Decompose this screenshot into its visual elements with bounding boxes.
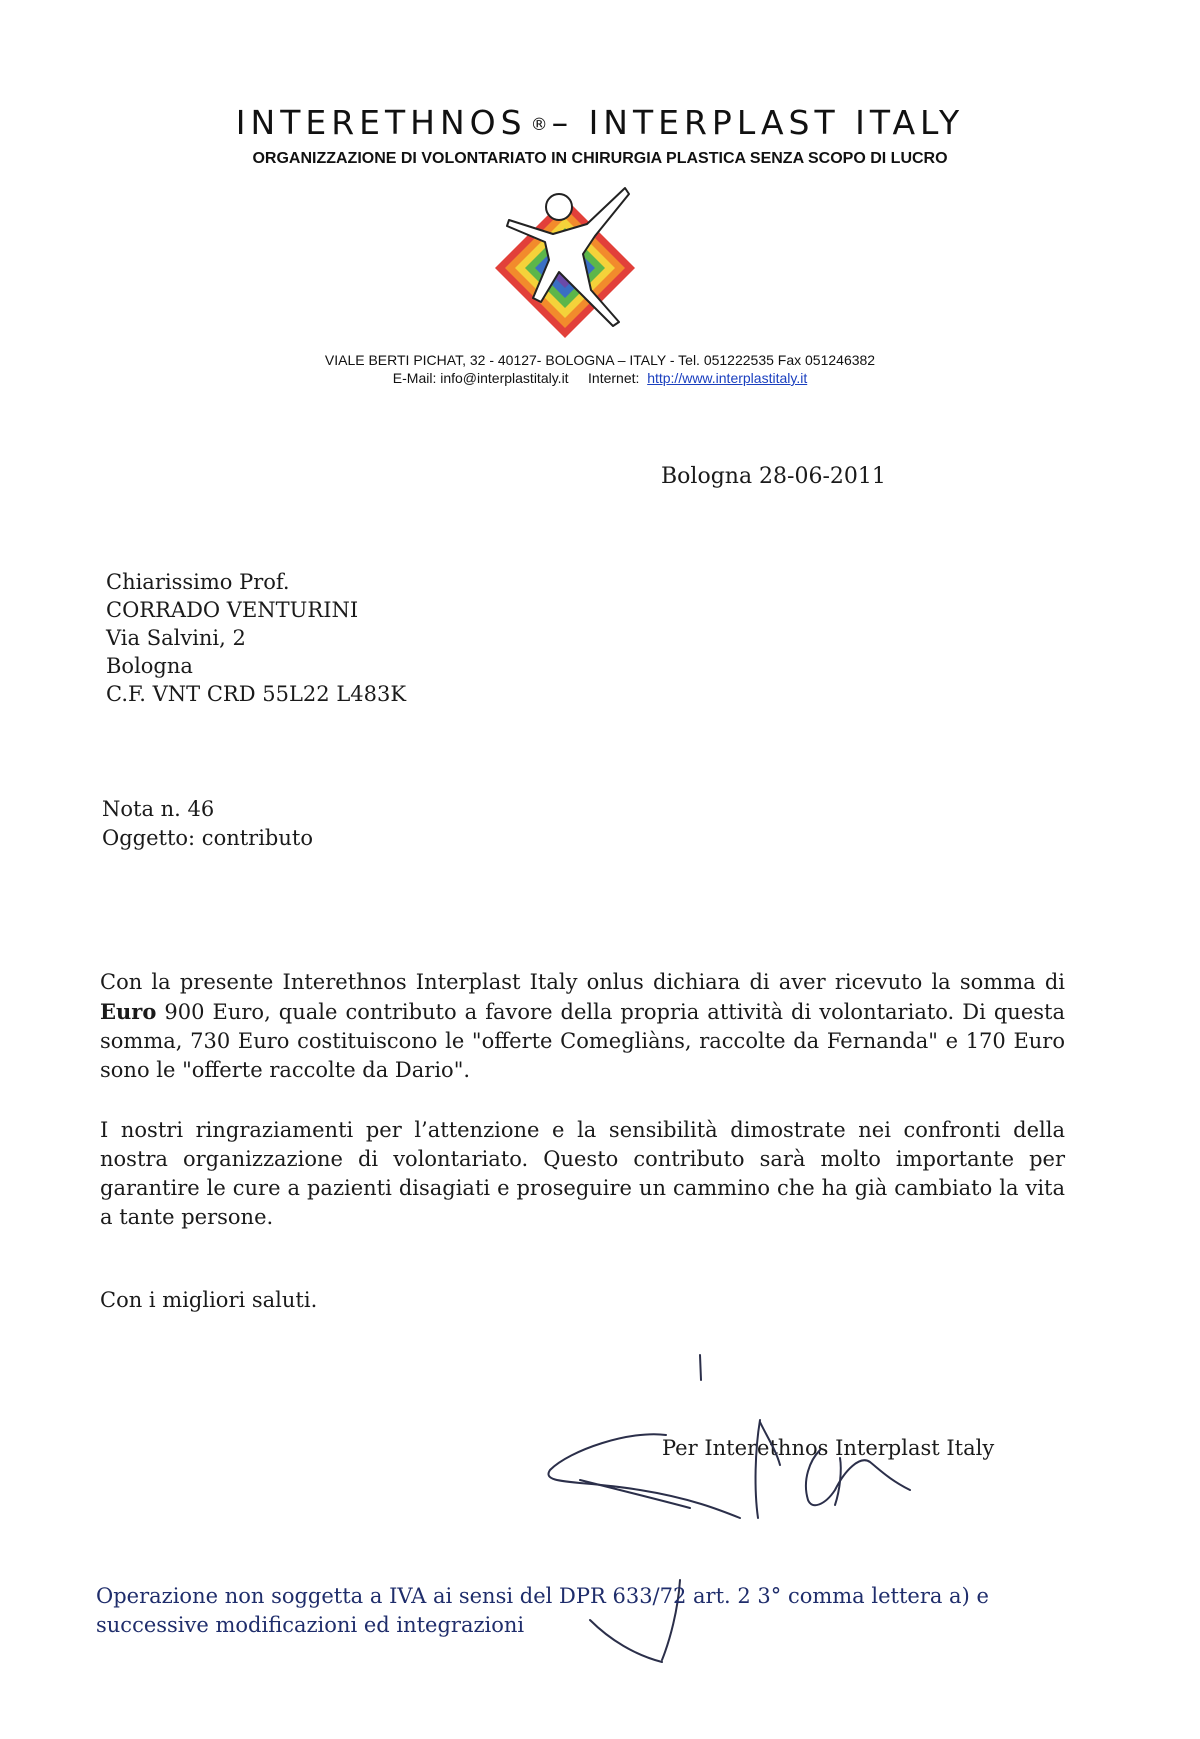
email-text: E-Mail: info@interplastitaly.it — [392, 370, 569, 386]
registered-mark: ® — [530, 114, 548, 135]
recipient-street: Via Salvini, 2 — [106, 626, 246, 650]
subject-line: Oggetto: contributo — [102, 826, 313, 850]
footnote-line-2: successive modificazioni ed integrazioni — [96, 1613, 525, 1637]
recipient-tax-code: C.F. VNT CRD 55L22 L483K — [106, 682, 407, 706]
p1-bold-euro: Euro — [100, 999, 157, 1024]
recipient-name: CORRADO VENTURINI — [106, 598, 359, 622]
letter-date: Bologna 28-06-2011 — [661, 464, 886, 489]
body-paragraph-1 — [100, 968, 1065, 1085]
reference-block — [102, 795, 313, 853]
signature-label: Per Interethnos Interplast Italy — [662, 1436, 995, 1460]
recipient-city: Bologna — [106, 654, 193, 678]
address-line: VIALE BERTI PICHAT, 32 - 40127- BOLOGNA – ITALY - Tel. 051222535 Fax 051246382 — [324, 352, 876, 368]
footnote-line-1: Operazione non soggetta a IVA ai sensi del DPR 633/72 art. 2 3° comma lettera a) e — [96, 1584, 989, 1608]
p1-text-end: 900 Euro, quale contributo a favore della propria attività di volontariato. Di questa somma, 730 Euro costituiscono le "offerte Comegliàns, raccolte da Fernanda" e 170 Euro sono le "offerte raccolte da Dario". — [100, 1000, 1065, 1082]
title-right: – INTERPLAST ITALY — [551, 103, 965, 142]
note-number: Nota n. 46 — [102, 797, 215, 821]
website-link[interactable]: http://www.interplastitaly.it — [647, 370, 808, 386]
p1-text-start: Con la presente Interethnos Interplast Italy onlus dichiara di aver ricevuto la somma di — [100, 970, 1065, 994]
recipient-title: Chiarissimo Prof. — [106, 570, 290, 594]
organization-subtitle: ORGANIZZAZIONE DI VOLONTARIATO IN CHIRURGIA PLASTICA SENZA SCOPO DI LUCRO — [252, 150, 948, 167]
body-paragraph-2: I nostri ringraziamenti per l’attenzione e la sensibilità dimostrate nei confronti della nostra organizzazione di volontariato. Questo contributo sarà molto importante per garantire le cure a pazienti disagiati e proseguire un cammino che ha già cambiato la vita a tante persone. — [100, 1118, 1065, 1229]
contact-line — [0, 370, 1200, 386]
closing-salutation: Con i migliori saluti. — [100, 1288, 318, 1312]
organization-title — [0, 103, 1200, 142]
interplast-logo — [495, 180, 675, 340]
recipient-block — [106, 568, 406, 708]
vat-footnote — [96, 1582, 989, 1640]
title-left: INTERETHNOS — [235, 103, 527, 142]
internet-label: Internet: — [588, 370, 640, 386]
